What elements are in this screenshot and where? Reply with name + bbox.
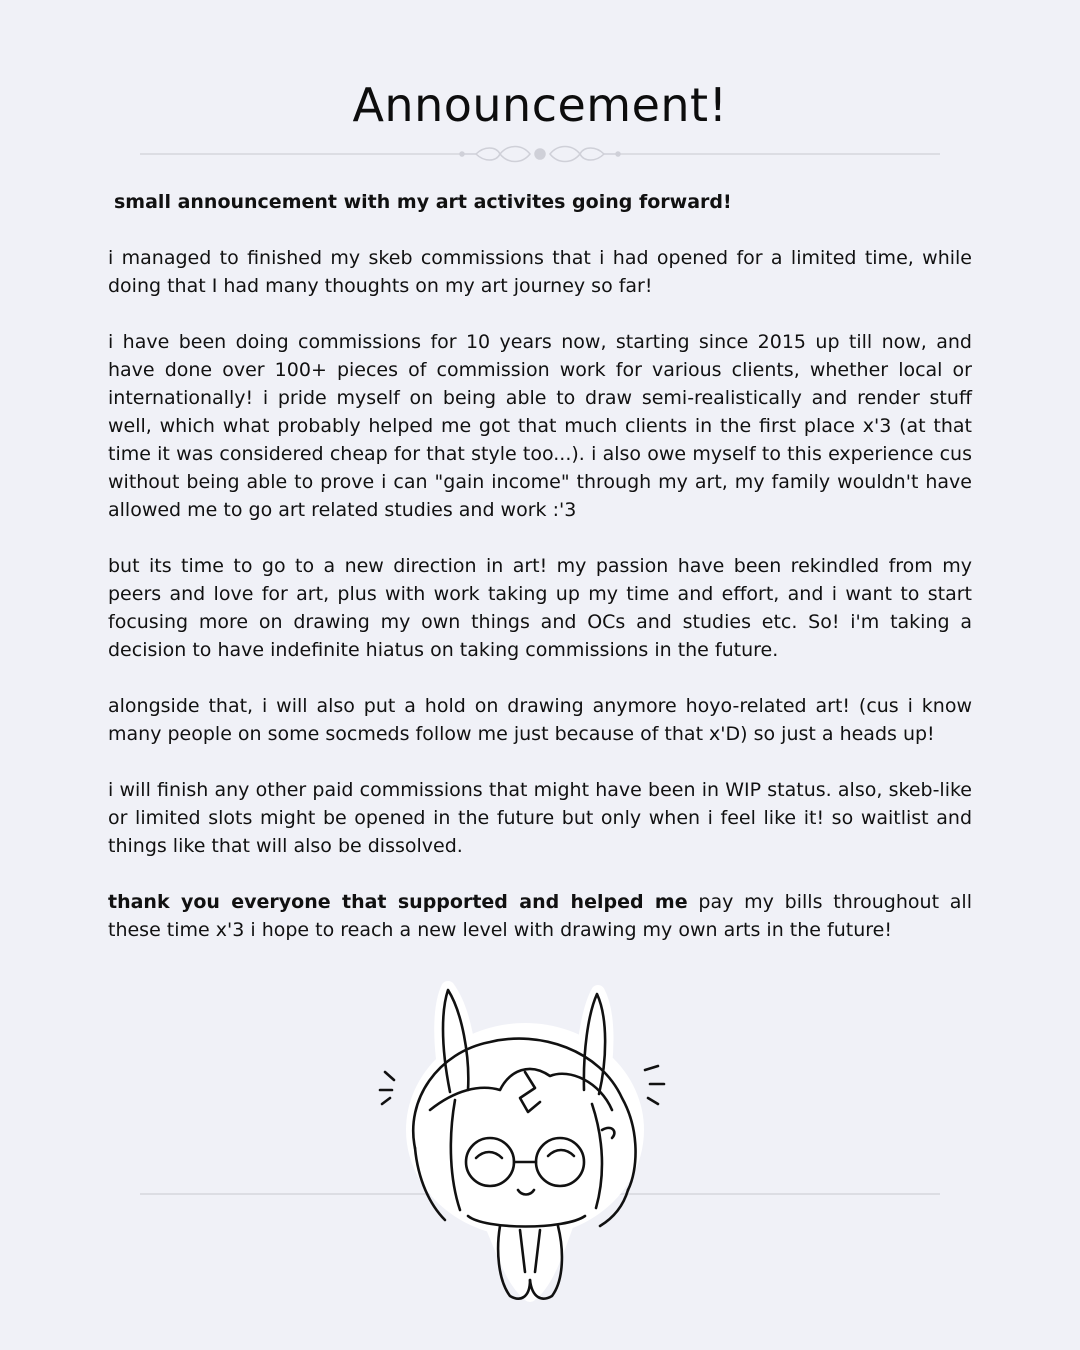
paragraph-3: but its time to go to a new direction in art! my passion have been rekindled from my peers and love for art, plus with work taking up my time and effort, and i want to start focusing more on drawing my own things and OCs and studies etc. So! i'm taking a decision to have indefinite hiatus on taking commissions in the future. xyxy=(108,555,972,661)
page-title: Announcement! xyxy=(352,78,728,132)
paragraph-1: i managed to finished my skeb commissions that i had opened for a limited time, while doing that I had many thoughts on my art journey so far! xyxy=(108,247,972,297)
paragraph-4: alongside that, i will also put a hold on drawing anymore hoyo-related art! (cus i know many people on some socmeds follow me just because of that x'D) so just a heads up! xyxy=(108,695,972,745)
thank-you-bold: thank you everyone that supported and helped me xyxy=(108,891,688,913)
lead-paragraph: small announcement with my art activites going forward! xyxy=(114,191,732,213)
chibi-bunny-girl-bowing-icon xyxy=(360,980,700,1310)
paragraph-2: i have been doing commissions for 10 years now, starting since 2015 up till now, and have done over 100+ pieces of commission work for various clients, whether local or internationally! i pride myself on being able to draw semi-realistically and render stuff well, which what probably helped me got that much clients in the first place x'3 (at that time it was considered cheap for that style too...). i also owe myself to this experience cus without being able to prove i can "gain income" through my art, my family wouldn't have allowed me to go art related studies and work :'3 xyxy=(108,331,972,521)
paragraph-6-rest: pay my bills throughout all these time x'3 i hope to reach a new level with drawing my own arts in the future! xyxy=(108,891,972,941)
paragraph-6 xyxy=(108,888,972,944)
ornamental-divider xyxy=(140,140,940,168)
paragraph-5: i will finish any other paid commissions that might have been in WIP status. also, skeb-like or limited slots might be opened in the future but only when i feel like it! so waitlist and things like that will also be dissolved. xyxy=(108,779,972,857)
announcement-body xyxy=(108,188,972,972)
